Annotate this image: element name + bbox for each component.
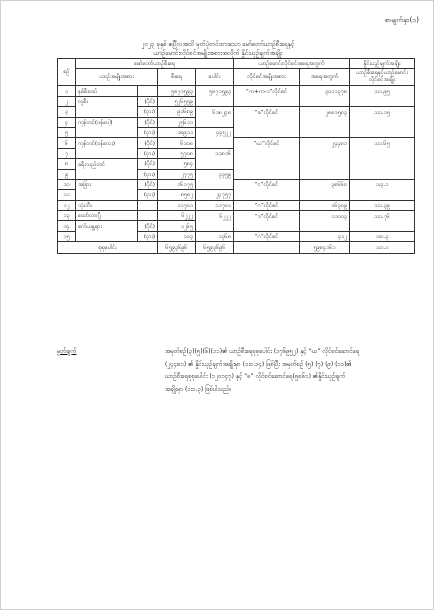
vehicle-type: အခြား <box>76 179 138 189</box>
ratio <box>350 159 415 169</box>
totals-row <box>58 242 415 254</box>
vehicle-type: ကုန်တင်(ဝန်ပေါ့) <box>76 117 138 127</box>
vehicle-type <box>76 127 138 137</box>
vehicle-count: ၅၂၆၅၅၉ <box>158 96 196 106</box>
vehicle-count: ၂၇၇၅ <box>158 169 196 179</box>
row-number: ၈ <box>58 159 76 169</box>
header-group-licences: ယာဉ်မောင်းလိုင်စင်အရေအတွက် <box>234 59 350 69</box>
ratio <box>350 96 415 106</box>
vehicle-total: ၁၁၇၀၁ <box>196 200 234 210</box>
row-number: ၁ <box>58 86 76 96</box>
licence-count <box>300 148 350 158</box>
vehicle-total: ၆၂၂၂ <box>196 211 234 221</box>
ownership: (ပိုင်) <box>138 117 158 127</box>
row-number: ၅ <box>58 127 76 137</box>
table-row <box>58 117 415 127</box>
data-table <box>57 58 415 254</box>
ownership <box>138 86 158 96</box>
vehicle-type: လူစီး <box>76 96 138 106</box>
totals-count: ၆၅၉၃၆၉၆ <box>158 242 196 254</box>
row-number: ၁၃ <box>58 211 76 221</box>
table-row <box>58 96 415 106</box>
header-licence-type: လိုင်စင်အမျိုးအစား <box>234 69 300 86</box>
ratio: ၁း၁.၆၅ <box>350 138 415 148</box>
vehicle-total <box>196 96 234 106</box>
row-number: ၁၄ <box>58 221 76 231</box>
licence-count: ၂၈၈၁၅၈၃ <box>300 107 350 117</box>
ratio: ၁း၁.၁၅ <box>350 107 415 117</box>
header-row-1 <box>58 59 415 69</box>
licence-type: “က+က-၁”လိုင်စင် <box>234 86 300 96</box>
header-sr: စဉ် <box>58 59 76 86</box>
vehicle-type: ခရီးသည်တင် <box>76 159 138 169</box>
page-number: စာမျက်နှာ(၁) <box>384 16 419 24</box>
licence-type <box>234 221 300 231</box>
licence-count <box>300 159 350 169</box>
remarks-line: အချိုးမှာ (၁း၁.၃) ဖြစ်ပါသည်။ <box>165 385 231 393</box>
vehicle-total: ၁၁၈၁၆ <box>196 148 234 158</box>
ratio: ၁း၁.၃၉ <box>350 200 415 210</box>
ownership: (ငှား) <box>138 107 158 117</box>
table-row <box>58 127 415 137</box>
row-number: ၁၂ <box>58 200 76 210</box>
title-line-2: ယာဉ်မောင်းလိုင်စင်အမျိုးအစားအလိုက် နှိုင်းယှဉ်ချက်အချိုး <box>153 50 283 57</box>
vehicle-type: နစ်စီးတပ် <box>76 86 138 96</box>
licence-type <box>234 117 300 127</box>
totals-label: စုစုပေါင်း <box>58 242 158 254</box>
row-number: ၄ <box>58 117 76 127</box>
header-count: စီးရေ <box>158 69 196 86</box>
ratio: ၁း၁.၇၆ <box>350 211 415 221</box>
licence-type <box>234 190 300 200</box>
row-number: ၁၁ <box>58 190 76 200</box>
remarks-body <box>165 346 417 396</box>
row-number: ၆ <box>58 138 76 148</box>
ownership: (ငှား) <box>138 231 158 241</box>
table-row <box>58 179 415 189</box>
vehicle-count: ၁၂၆၅ <box>158 221 196 231</box>
vehicle-type: စက်ယန္တရား <box>76 221 138 231</box>
licence-count: ၂၄၄၈၁ <box>300 138 350 148</box>
ratio: ၁း၀.၃ <box>350 231 415 241</box>
vehicle-total <box>196 159 234 169</box>
table-row <box>58 190 415 200</box>
remarks-line: အမှတ်စဉ်(၃)(၅)(၆)(၁၁)၏ ယာဉ်စီးရေစုစုပေါင်း (၁၇၆၉၅၂) နှင့် “ဃ” လိုင်စင်ဆောင်ရေ <box>165 348 360 355</box>
vehicle-type <box>76 231 138 241</box>
remarks-line: (၂၄၄၈၁) ၏ နှိုင်းယှဉ်ချက်အချိုးမှာ (၁း၀.၁၄) ဖြစ်ပြီး အမှတ်စဉ် (၅) (၇) (၉) (၁၁)၏ <box>165 360 352 368</box>
totals-licence-type <box>234 242 300 254</box>
vehicle-type: သုံးဘီး <box>76 200 138 210</box>
vehicle-total: ၆၁၈၂၄၈ <box>196 107 234 117</box>
vehicle-count: ၁၀၃ <box>158 231 196 241</box>
ratio: ၁း၁.၉၅ <box>350 86 415 96</box>
table-row <box>58 221 415 231</box>
vehicle-count: ၆၁၀၈ <box>158 138 196 148</box>
vehicle-total: ၃၃၅၉ <box>196 169 234 179</box>
title-line-1: ၂၀၂၃ ခုနှစ် ဧပြီလအထိ မှတ်ပုံတင်ထားသော မော်တော်ယာဉ်စီးရေနှင့် <box>141 41 295 48</box>
remarks-line: ယာဉ်စီးရေစုစုပေါင်း (၁၂၀၁၄၇) နှင့် “ဓ” လိုင်စင်ဆောင်ရေ(၅၈၆၁) ၏နှိုင်းယှဉ်ချက် <box>165 373 346 380</box>
licence-type: “င”လိုင်စင် <box>234 179 300 189</box>
ownership: (ငှား) <box>138 127 158 137</box>
licence-count: ၁၆၃၀၉ <box>300 200 350 210</box>
licence-type: “ဒ”လိုင်စင် <box>234 211 300 221</box>
licence-type: “ဂ”လိုင်စင် <box>234 231 300 241</box>
row-number: ၉ <box>58 169 76 179</box>
licence-type: “ဃ”လိုင်စင် <box>234 138 300 148</box>
vehicle-total <box>196 179 234 189</box>
vehicle-total: ၄၄၅၂၂ <box>196 127 234 137</box>
ownership: (ပိုင်) <box>138 159 158 169</box>
vehicle-total: ၅၈၇၁၅၉၃ <box>196 86 234 96</box>
totals-ratio: ၁း၁.၁ <box>350 242 415 254</box>
table-row <box>58 211 415 221</box>
vehicle-count: ၉၁၆၈၉ <box>158 107 196 117</box>
row-number: ၂ <box>58 96 76 106</box>
vehicle-total <box>196 138 234 148</box>
table-row <box>58 107 415 117</box>
vehicle-count: ၅၇၀၈ <box>158 148 196 158</box>
ratio <box>350 127 415 137</box>
header-licence-count: အရေအတွက် <box>300 69 350 86</box>
vehicle-type: ထော်လာဂျီ <box>76 211 138 221</box>
row-number: ၁၀ <box>58 179 76 189</box>
licence-count <box>300 221 350 231</box>
vehicle-count: ၂၅၆၁၁ <box>158 117 196 127</box>
licence-count <box>300 169 350 179</box>
table-row <box>58 159 415 169</box>
ratio: ၁း၃.၁ <box>350 179 415 189</box>
ownership: (ငှား) <box>138 190 158 200</box>
header-group-ratio: နှိုင်းယှဉ်ချက်အချိုး <box>350 59 415 69</box>
ownership: (ငှား) <box>138 148 158 158</box>
licence-count <box>300 96 350 106</box>
ratio <box>350 190 415 200</box>
table-row <box>58 148 415 158</box>
row-number: ၇ <box>58 148 76 158</box>
vehicle-count: ၁၆၁၇၅ <box>158 179 196 189</box>
header-group-vehicles: မော်တော်ယာဉ်စီးရေ <box>76 59 234 69</box>
row-number: ၁၅ <box>58 231 76 241</box>
totals-total: ၆၅၉၃၆၉၆ <box>196 242 234 254</box>
page-title <box>1 40 434 58</box>
row-number: ၃ <box>58 107 76 117</box>
vehicle-count: ၅၈၄ <box>158 159 196 169</box>
vehicle-count: ၈၅၈၂ <box>158 190 196 200</box>
vehicle-type <box>76 169 138 179</box>
ownership <box>138 211 158 221</box>
table-row <box>58 86 415 96</box>
ownership: (ငှား) <box>138 169 158 179</box>
licence-type <box>234 148 300 158</box>
table-body <box>58 86 415 242</box>
vehicle-total: ၁၃၆၈ <box>196 231 234 241</box>
ownership <box>138 200 158 210</box>
licence-count: ၁၁၀၀၃ <box>300 211 350 221</box>
remarks-label: မှတ်ချက် <box>57 348 77 355</box>
header-ratio: ယာဉ်စီးရေနှင့်ယာဉ်မောင်းလိုင်စင်အချိုး <box>350 69 415 86</box>
vehicle-total <box>196 117 234 127</box>
licence-type <box>234 127 300 137</box>
licence-count: ၃၀၁၁၃၇၈ <box>300 86 350 96</box>
vehicle-type: ကုန်တင်(ဝန်လေး) <box>76 138 138 148</box>
header-row-2 <box>58 69 415 86</box>
ownership: (ပိုင်) <box>138 138 158 148</box>
totals-licence-count: ၅၉၈၄၁၆၁ <box>300 242 350 254</box>
ownership: (ပိုင်) <box>138 96 158 106</box>
table-row <box>58 231 415 241</box>
licence-type: “ခ”လိုင်စင် <box>234 107 300 117</box>
vehicle-count: ၁၈၉၁၁ <box>158 127 196 137</box>
vehicle-total <box>196 221 234 231</box>
vehicle-type <box>76 107 138 117</box>
licence-count <box>300 127 350 137</box>
ownership: (ပိုင်) <box>138 221 158 231</box>
ownership: (ပိုင်) <box>138 179 158 189</box>
vehicle-count: ၁၁၇၀၁ <box>158 200 196 210</box>
ratio <box>350 148 415 158</box>
licence-count <box>300 117 350 127</box>
licence-type <box>234 159 300 169</box>
licence-count: ၃၈၆၆၀ <box>300 179 350 189</box>
licence-type <box>234 96 300 106</box>
licence-count: ၄၁၂ <box>300 231 350 241</box>
licence-type: “ဂ”လိုင်စင် <box>234 200 300 210</box>
ratio <box>350 117 415 127</box>
ratio <box>350 221 415 231</box>
table-row <box>58 138 415 148</box>
vehicle-type <box>76 190 138 200</box>
vehicle-count: ၅၈၇၁၅၉၃ <box>158 86 196 96</box>
header-vehicle-type: ယာဉ်အမျိုးအစား <box>76 69 158 86</box>
ratio <box>350 169 415 179</box>
vehicle-type <box>76 148 138 158</box>
table-row <box>58 200 415 210</box>
licence-count <box>300 190 350 200</box>
vehicle-count: ၆၂၂၂ <box>158 211 196 221</box>
table-row <box>58 169 415 179</box>
vehicle-total: ၂၄၇၅၇ <box>196 190 234 200</box>
licence-type <box>234 169 300 179</box>
header-total: ပေါင်း <box>196 69 234 86</box>
